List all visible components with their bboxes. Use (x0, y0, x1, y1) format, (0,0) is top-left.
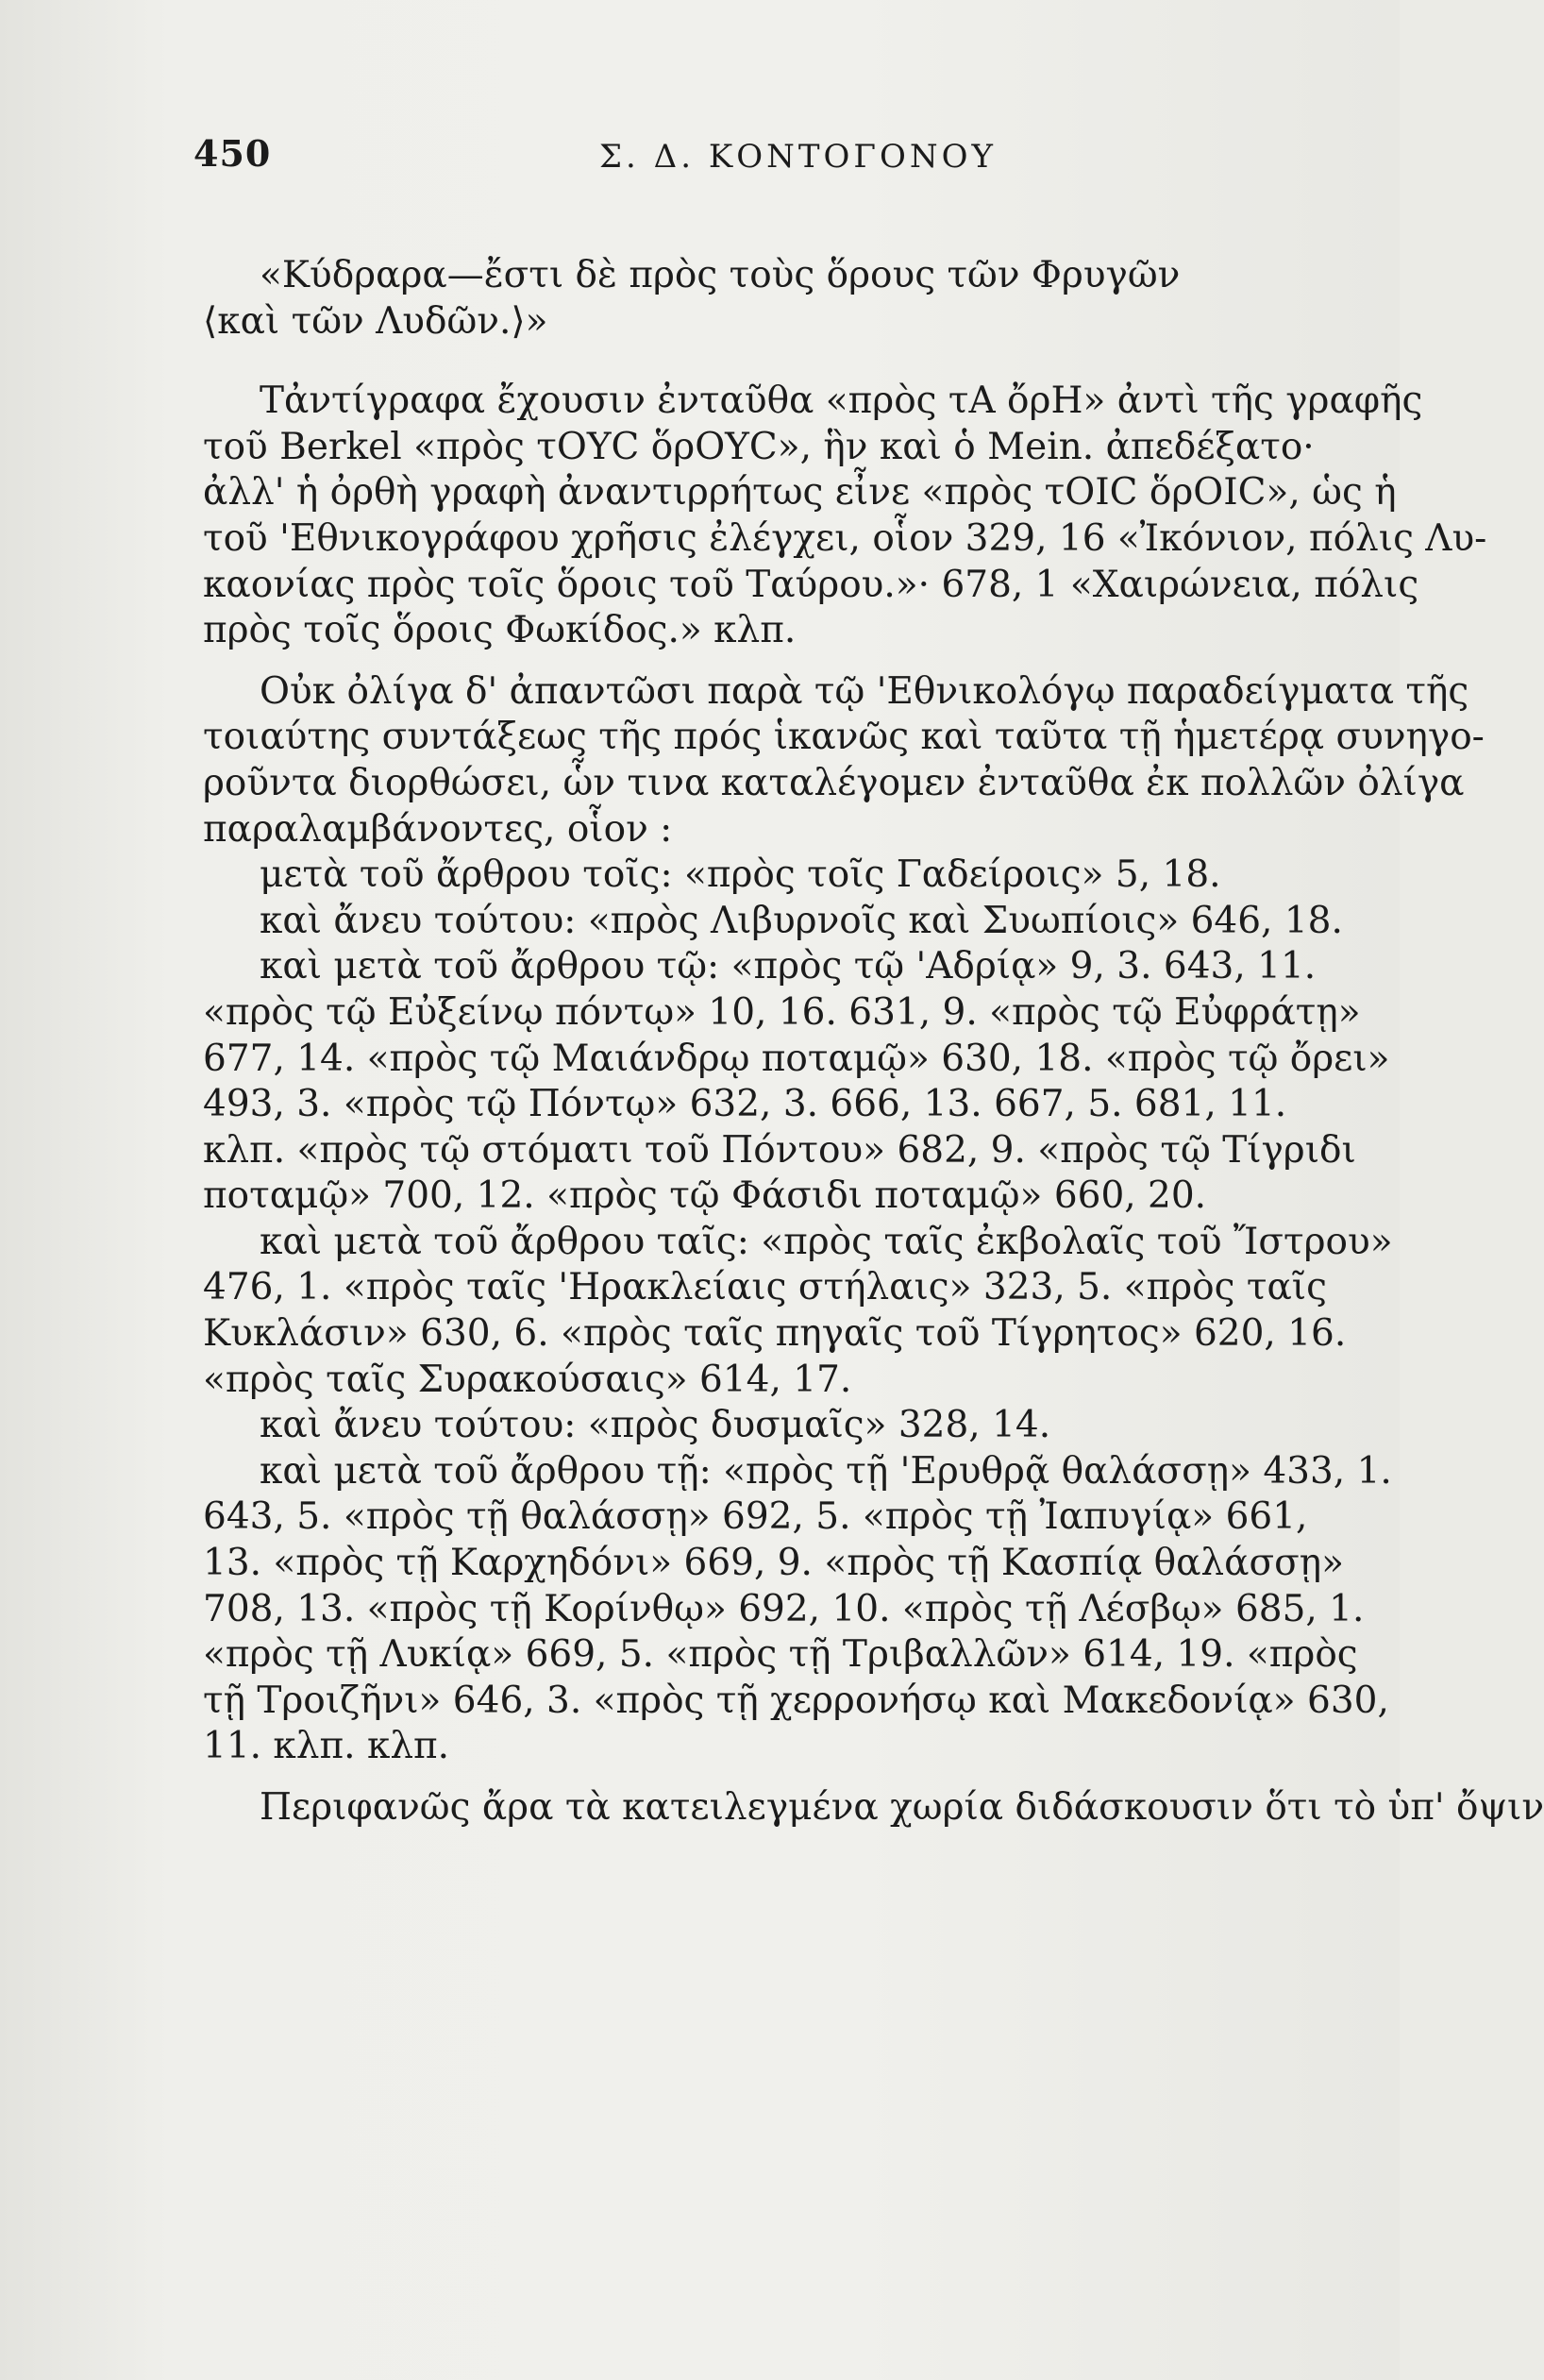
text-line: «πρὸς τῇ Λυκίᾳ» 669, 5. «πρὸς τῇ Τριβαλλῶν» 614, 19. «πρὸς (203, 1633, 1358, 1677)
text-line: ἀλλ' ἡ ὀρθὴ γραφὴ ἀναντιρρήτως εἶνε «πρὸς τΟΙC ὅρΟΙC», ὡς ἡ (203, 471, 1397, 515)
page-header (193, 132, 1279, 189)
text-line: Τἀντίγραφα ἔχουσιν ἐνταῦθα «πρὸς τΑ ὄρΗ» ἀντὶ τῆς γραφῆς (260, 380, 1423, 423)
text-line: καὶ ἄνευ τούτου: «πρὸς Λιβυρνοῖς καὶ Συωπίοις» 646, 18. (260, 899, 1343, 942)
text-line: τοῦ Berkel «πρὸς τΟΥC ὅρΟΥC», ἣν καὶ ὁ Mein. ἀπεδέξατο· (203, 425, 1315, 468)
page-number: 450 (193, 132, 272, 175)
text-line: «Κύδραρα—ἔστι δὲ πρὸς τοὺς ὅρους τῶν Φρυγῶν (260, 254, 1181, 296)
text-line: καὶ μετὰ τοῦ ἄρθρου ταῖς: «πρὸς ταῖς ἐκβολαῖς τοῦ Ἴστρου» (260, 1220, 1393, 1263)
text-line: «πρὸς ταῖς Συρακούσαις» 614, 17. (203, 1358, 852, 1401)
text-line: καὶ μετὰ τοῦ ἄρθρου τῇ: «πρὸς τῇ 'Ερυθρᾷ θαλάσσῃ» 433, 1. (260, 1449, 1392, 1493)
text-line: κλπ. «πρὸς τῷ στόματι τοῦ Πόντου» 682, 9. «πρὸς τῷ Τίγριδι (203, 1128, 1356, 1172)
text-line: 677, 14. «πρὸς τῷ Μαιάνδρῳ ποταμῷ» 630, 18. «πρὸς τῷ ὄρει» (203, 1037, 1390, 1080)
text-line: τοῦ 'Εθνικογράφου χρῆσις ἐλέγχει, οἷον 329, 16 «Ἰκόνιον, πόλις Λυ- (203, 516, 1487, 560)
text-line: παραλαμβάνοντες, οἷον : (203, 807, 673, 851)
text-line: τοιαύτης συντάξεως τῆς πρός ἱκανῶς καὶ ταῦτα τῇ ἡμετέρᾳ συνηγο- (203, 716, 1485, 759)
text-line: 13. «πρὸς τῇ Καρχηδόνι» 669, 9. «πρὸς τῇ Κασπίᾳ θαλάσσῃ» (203, 1542, 1344, 1585)
paragraph-gap (203, 1770, 1298, 1785)
body-text (203, 253, 1544, 1831)
paragraph-gap (203, 654, 1298, 669)
text-line: 708, 13. «πρὸς τῇ Κορίνθῳ» 692, 10. «πρὸς τῇ Λέσβῳ» 685, 1. (203, 1587, 1365, 1630)
text-line: καὶ μετὰ τοῦ ἄρθρου τῷ: «πρὸς τῷ 'Αδρίᾳ» 9, 3. 643, 11. (260, 945, 1317, 988)
text-line: «πρὸς τῷ Εὐξείνῳ πόντῳ» 10, 16. 631, 9. «πρὸς τῷ Εὐφράτῃ» (203, 990, 1361, 1034)
text-line: 11. κλπ. κλπ. (203, 1725, 450, 1768)
text-line: καὶ ἄνευ τούτου: «πρὸς δυσμαῖς» 328, 14. (260, 1404, 1051, 1447)
text-line: μετὰ τοῦ ἄρθρου τοῖς: «πρὸς τοῖς Γαδείροις» 5, 18. (260, 853, 1221, 897)
text-line: 493, 3. «πρὸς τῷ Πόντῳ» 632, 3. 666, 13. 667, 5. 681, 11. (203, 1083, 1287, 1126)
text-line: 476, 1. «πρὸς ταῖς 'Ηρακλείαις στήλαις» 323, 5. «πρὸς ταῖς (203, 1266, 1327, 1309)
text-line: πρὸς τοῖς ὅροις Φωκίδος.» κλπ. (203, 609, 797, 652)
text-line: ⟨καὶ τῶν Λυδῶν.⟩» (203, 299, 548, 343)
text-line: τῇ Τροιζῆνι» 646, 3. «πρὸς τῇ χερρονήσῳ καὶ Μακεδονίᾳ» 630, (203, 1679, 1389, 1722)
text-line: Κυκλάσιν» 630, 6. «πρὸς ταῖς πηγαῖς τοῦ Τίγρητος» 620, 16. (203, 1312, 1347, 1356)
text-line: 643, 5. «πρὸς τῇ θαλάσσῃ» 692, 5. «πρὸς τῇ Ἰαπυγίᾳ» 661, (203, 1495, 1308, 1539)
running-head: Σ. Δ. ΚΟΝΤΟΓΟΝΟΥ (599, 138, 997, 176)
text-line: καονίας πρὸς τοῖς ὅροις τοῦ Ταύρου.»· 678, 1 «Χαιρώνεια, πόλις (203, 563, 1419, 606)
text-line: ποταμῷ» 700, 12. «πρὸς τῷ Φάσιδι ποταμῷ» 660, 20. (203, 1174, 1207, 1218)
text-line: ροῦντα διορθώσει, ὧν τινα καταλέγομεν ἐνταῦθα ἐκ πολλῶν ὀλίγα (203, 761, 1465, 804)
text-line: Οὐκ ὀλίγα δ' ἀπαντῶσι παρὰ τῷ 'Εθνικολόγῳ παραδείγματα τῆς (260, 669, 1469, 713)
text-line: Περιφανῶς ἄρα τὰ κατειλεγμένα χωρία διδάσκουσιν ὅτι τὸ ὑπ' ὄψιν (260, 1786, 1544, 1829)
paragraph-gap (203, 345, 1298, 379)
